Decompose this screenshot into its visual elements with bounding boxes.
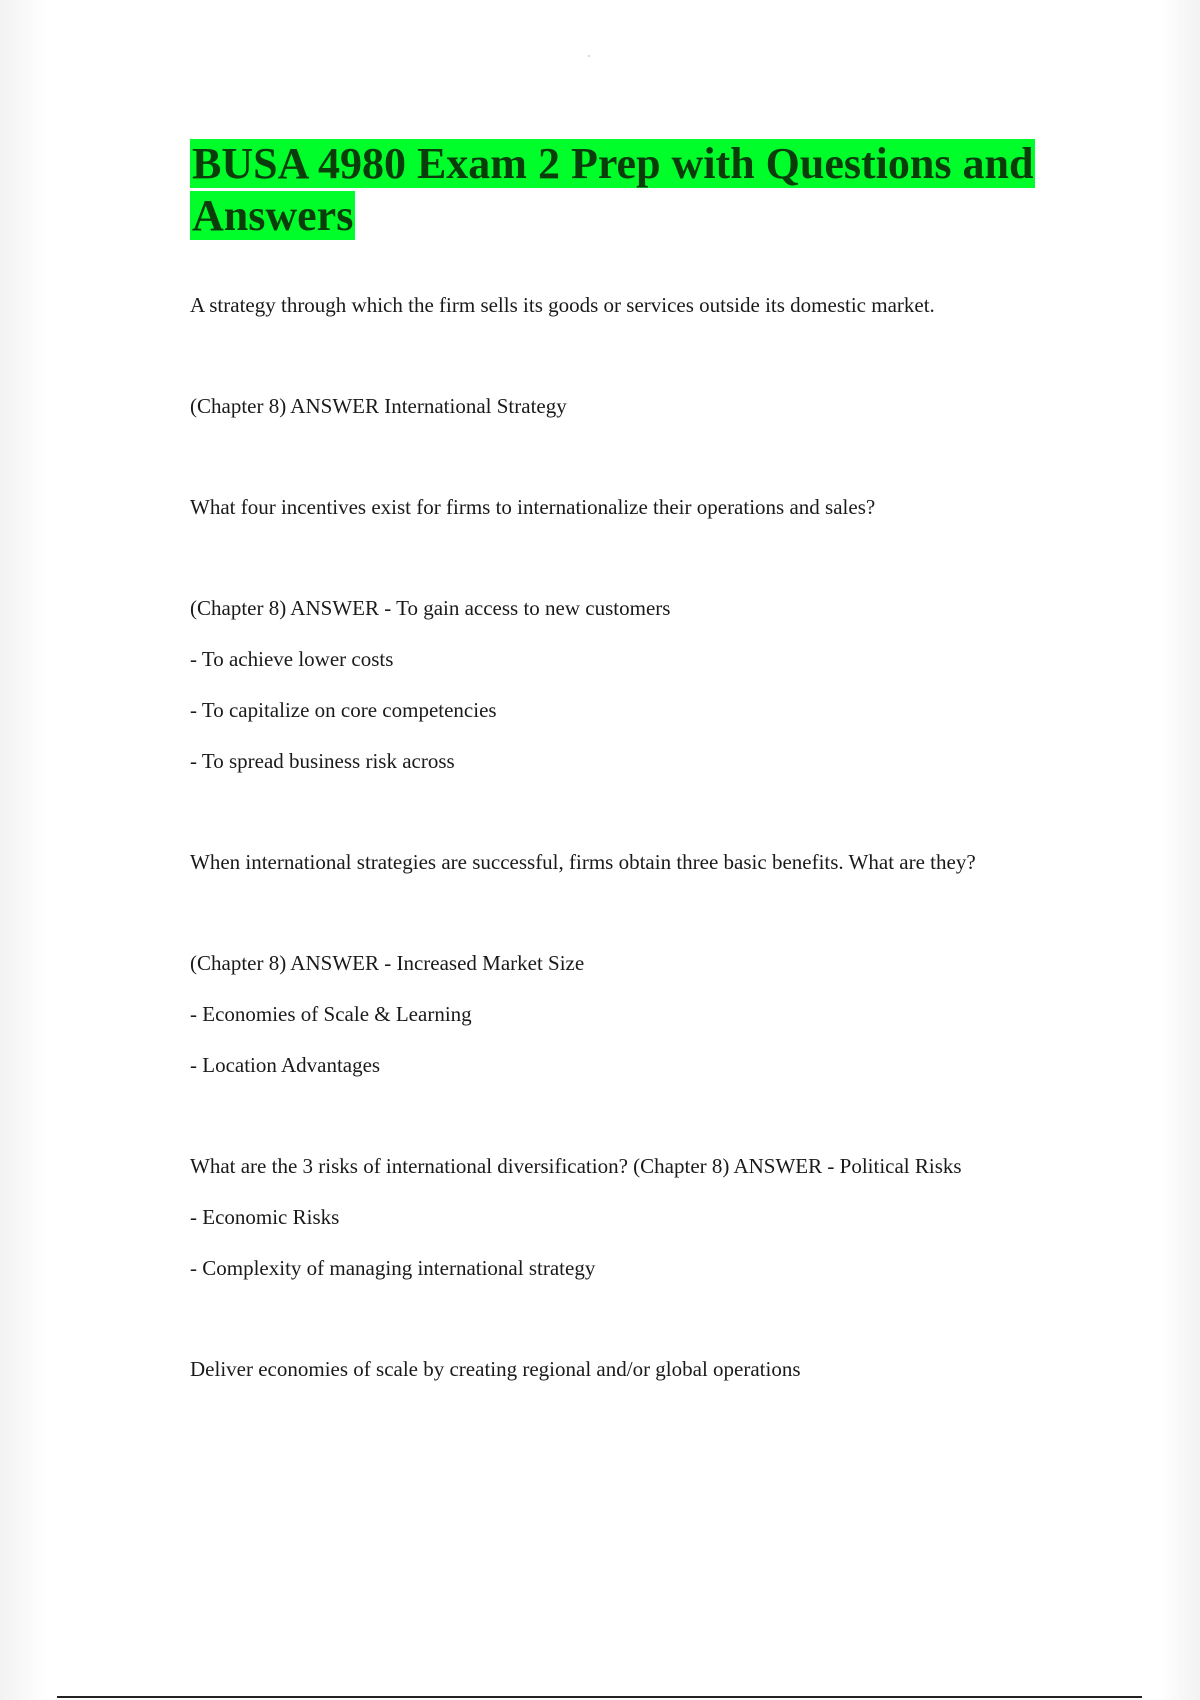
answer-1: (Chapter 8) ANSWER International Strategy xyxy=(190,394,567,418)
page-shadow-right xyxy=(1160,0,1200,1700)
answer-3: (Chapter 8) ANSWER - Increased Market Size xyxy=(190,951,585,975)
answer-4-item: - Complexity of managing international strategy xyxy=(190,1256,596,1280)
title-highlight: BUSA 4980 Exam 2 Prep with Questions and Answers xyxy=(192,139,1034,240)
footer-divider xyxy=(57,1696,1142,1698)
answer-4-item: - Economic Risks xyxy=(190,1205,340,1229)
scan-speck xyxy=(588,55,590,57)
page-shadow-left xyxy=(0,0,46,1700)
document-title xyxy=(190,138,1090,242)
document-body xyxy=(190,138,1090,1382)
question-2: What four incentives exist for firms to internationalize their operations and sales? xyxy=(190,495,876,519)
answer-3-item: - Location Advantages xyxy=(190,1053,381,1077)
question-5: Deliver economies of scale by creating regional and/or global operations xyxy=(190,1357,801,1381)
question-3: When international strategies are successful, firms obtain three basic benefits. What are they? xyxy=(190,850,976,874)
answer-2-item: - To capitalize on core competencies xyxy=(190,698,497,722)
answer-2-item: - To achieve lower costs xyxy=(190,647,394,671)
answer-3-item: - Economies of Scale & Learning xyxy=(190,1002,472,1026)
question-1: A strategy through which the firm sells its goods or services outside its domestic market. xyxy=(190,293,935,317)
question-4: What are the 3 risks of international diversification? (Chapter 8) ANSWER - Political Risks xyxy=(190,1154,962,1178)
answer-2: (Chapter 8) ANSWER - To gain access to new customers xyxy=(190,596,671,620)
answer-2-item: - To spread business risk across xyxy=(190,749,455,773)
